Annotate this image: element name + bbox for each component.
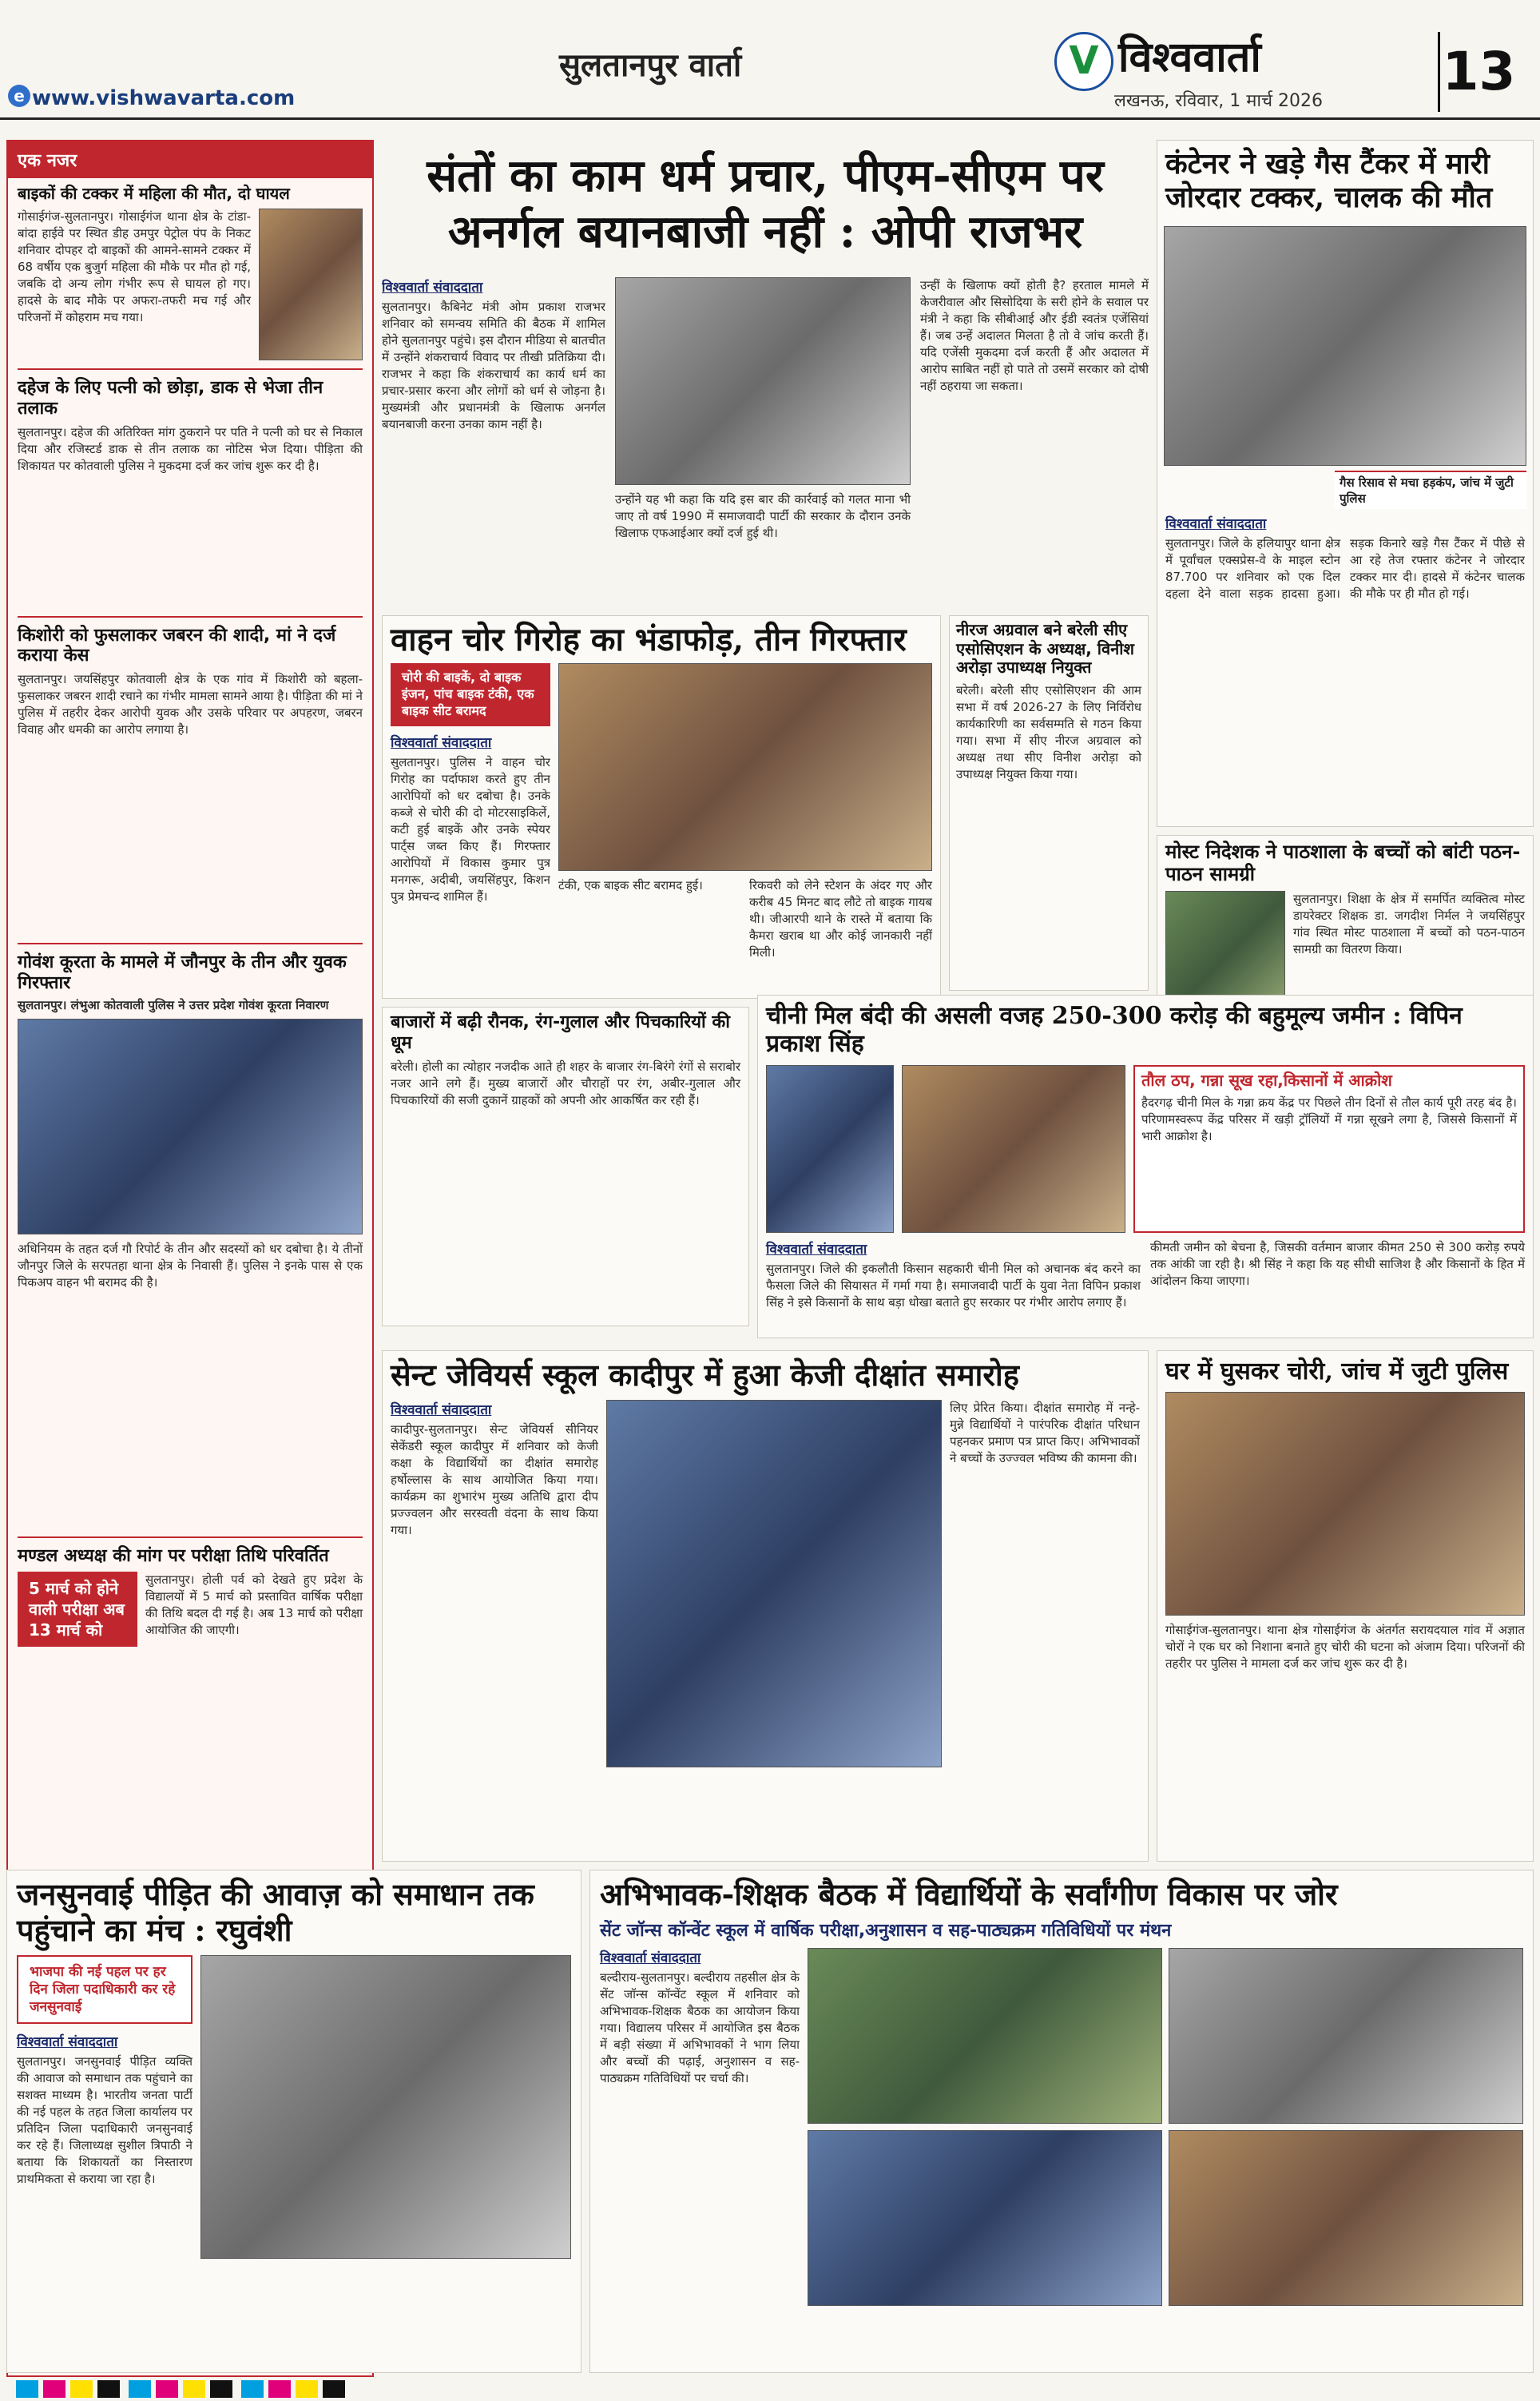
- ek-najar-tag: एक नजर: [18, 146, 77, 173]
- article-headline[interactable]: किशोरी को फुसलाकर जबरन की शादी, मां ने दर्ज कराया केस: [18, 625, 336, 666]
- public-hearing-photo: [200, 1955, 571, 2259]
- page-number: 13: [1438, 32, 1518, 112]
- article-headline[interactable]: जनसुनवाई पीड़ित की आवाज़ को समाधान तक पहुंचाने का मंच : रघुवंशी: [17, 1876, 534, 1948]
- meeting-photo-1: [808, 1948, 1162, 2124]
- convocation-ceremony-photo: [606, 1400, 942, 1767]
- brand-logo-icon: V: [1054, 32, 1113, 91]
- seized-bikes-photo: [558, 663, 932, 871]
- article-headline[interactable]: घर में घुसकर चोरी, जांच में जुटी पुलिस: [1165, 1358, 1509, 1385]
- public-hearing-story: [6, 1870, 581, 2373]
- article-headline[interactable]: वाहन चोर गिरोह का भंडाफोड़, तीन गिरफ्तार: [391, 621, 907, 658]
- dateline: लखनऊ, रविवार, 1 मार्च 2026: [1114, 91, 1324, 111]
- container-crash-story: [1157, 140, 1534, 827]
- article-headline[interactable]: नीरज अग्रवाल बने बरेली सीए एसोसिएशन के अध्यक्ष, विनीश अरोड़ा उपाध्यक्ष नियुक्त: [956, 620, 1134, 678]
- sidebar-headline[interactable]: तौल ठप, गन्ना सूख रहा,किसानों में आक्रोश: [1141, 1070, 1392, 1090]
- article-body: सुलतानपुर। शिक्षा के क्षेत्र में समर्पित व्यक्तित्व मोस्ट डायरेक्टर शिक्षक डा. जगदीश निर्मल ने जयसिंहपुर गांव स्थित मोस्ट पाठशाला में बच्चों को पठन-पाठन सामग्री का वितरण किया।: [1293, 891, 1525, 956]
- article-headline[interactable]: मण्डल अध्यक्ष की मांग पर परीक्षा तिथि परिवर्तित: [18, 1546, 329, 1567]
- article-body: गोसाईगंज-सुलतानपुर। थाना क्षेत्र गोसाईगंज के अंतर्गत सरायदयाल गांव में अज्ञात चोरों ने एक घर को निशाना बनाते हुए चोरी की घटना को अंजाम दिया। परिजनों की तहरीर पर पुलिस ने मामला दर्ज कर जांच शुरू कर दी है।: [1165, 1623, 1525, 1672]
- article-body: गोसाईगंज-सुलतानपुर। गोसाईगंज थाना क्षेत्र के टांडा-बांदा हाईवे पर स्थित डीह उमपुर पेट्रोल पंप के निकट शनिवार दोपहर दो बाइकों की आमने-सामने टक्कर में 68 वर्षीय एक बुजुर्ग महिला की मौके पर मौत हो गई, जबकि दो अन्य लोग गंभीर रूप से घायल हो गए। हादसे के बाद मौके पर अफरा-तफरी मच गई और परिजनों में कोहराम मच गया।: [18, 209, 251, 324]
- sugarcane-trolley-photo: [902, 1065, 1125, 1233]
- victim-photo: [259, 209, 363, 360]
- minister-meeting-photo: [615, 277, 911, 485]
- byline: विश्ववार्ता संवाददाता: [391, 1401, 492, 1418]
- article-body-continued: टंकी, एक बाइक सीट बरामद हुई।: [558, 878, 703, 893]
- article-headline[interactable]: बाइकों की टक्कर में महिला की मौत, दो घायल: [18, 184, 290, 203]
- politician-portrait: [766, 1065, 894, 1233]
- sidebar-body: हैदरगढ़ चीनी मिल के गन्ना क्रय केंद्र पर पिछले तीन दिनों से तौल कार्य पूरी तरह बंद है। परिणामस्वरूप केंद्र परिसर में खड़ी ट्रॉलियों में गन्ना सूखने लगा है, जिससे किसानों में भारी आक्रोश है।: [1141, 1095, 1517, 1144]
- sugar-mill-story: [757, 995, 1534, 1338]
- arrested-men-photo: [18, 1019, 363, 1234]
- article-body-continued: लिए प्रेरित किया। दीक्षांत समारोह में नन्हे-मुन्ने विद्यार्थियों ने पारंपरिक दीक्षांत परिधान पहनकर प्रमाण पत्र प्राप्त किए। अभिभावकों ने बच्चों के उज्ज्वल भविष्य की कामना की।: [950, 1400, 1140, 1465]
- ransacked-room-photo: [1165, 1392, 1525, 1616]
- article-body-continued: कीमती जमीन को बेचना है, जिसकी वर्तमान बाजार कीमत 250 से 300 करोड़ रुपये तक आंकी जा रही है। श्री सिंह ने कहा कि यह सीधी साजिश है और किसानों के हित में आंदोलन किया जाएगा।: [1150, 1239, 1525, 1288]
- byline: विश्ववार्ता संवाददाता: [17, 2033, 118, 2050]
- meeting-photo-4: [1169, 2130, 1523, 2306]
- article-body: सुलतानपुर। दहेज की अतिरिक्त मांग ठुकराने पर पति ने पत्नी को घर से निकाल दिया और रजिस्टर्ड डाक से तीन तलाक का नोटिस भेज दिया। पीड़िता की शिकायत पर कोतवाली पुलिस ने मुकदमा दर्ज कर जांच शुरू कर दी है।: [18, 424, 363, 473]
- ca-association-story: [949, 615, 1149, 991]
- initiative-highlight: भाजपा की नई पहल पर हर दिन जिला पदाधिकारी कर रहे जनसुनवाई: [17, 1955, 192, 2024]
- article-lead: सुलतानपुर। लंभुआ कोतवाली पुलिस ने उत्तर प्रदेश गोवंश कूरता निवारण: [18, 998, 329, 1013]
- browser-icon: e: [8, 85, 30, 107]
- brand-name: विश्ववार्ता: [1118, 33, 1261, 81]
- convocation-story: [382, 1350, 1149, 1862]
- lead-body-continued: उन्हीं के खिलाफ क्यों होती है? हरताल मामले में केजरीवाल और सिसोदिया के सरी होने के सवाल पर मंत्री ने कहा कि सीबीआई और ईडी स्वतंत्र एजेंसियां हैं। जब उन्हें अदालत मिलता है तो वे जांच करती हैं। यदि एजेंसी मुकदमा दर्ज करती हैं और अदालत में आरोप साबित नहीं हो पाते तो उसमें सरकार को दोषी नहीं ठहराया जा सकता।: [920, 278, 1149, 393]
- article-body: बरेली। होली का त्योहार नजदीक आते ही शहर के बाजार रंग-बिरंगे रंगों से सराबोर नजर आने लगे हैं। मुख्य बाजारों और चौराहों पर रंग, अबीर-गुलाल और पिचकारियों की सजी दुकानें ग्राहकों को अपनी ओर आकर्षित कर रही हैं।: [391, 1059, 740, 1107]
- article-body: बल्दीराय-सुलतानपुर। बल्दीराय तहसील क्षेत्र के सेंट जॉन्स कॉन्वेंट स्कूल में शनिवार को अभिभावक-शिक्षक बैठक का आयोजन किया गया। विद्यालय परिसर में आयोजित इस बैठक में बड़ी संख्या में अभिभावकों ने भाग लिया और बच्चों की पढ़ाई, अनुशासन व सह-पाठ्यक्रम गतिविधियों पर चर्चा की।: [600, 1970, 800, 2085]
- byline: विश्ववार्ता संवाददाता: [600, 1950, 701, 1966]
- article-body: सुलतानपुर। जिले की इकलौती किसान सहकारी चीनी मिल को अचानक बंद करने का फैसला जिले की सियासत में गर्मा गया है। समाजवादी पार्टी के युवा नेता विपिन प्रकाश सिंह ने इसे किसानों के साथ बड़ा धोखा बताते हुए सरकार पर गंभीर आरोप लगाए हैं।: [766, 1261, 1141, 1310]
- article-body-continued: रिकवरी को लेने स्टेशन के अंदर गए और करीब 45 मिनट बाद लौटे तो बाइक गायब थी। जीआरपी थाने के रास्ते में बताया कि कैमरा खराब था और कोई जानकारी नहीं मिली।: [749, 878, 932, 960]
- article-headline[interactable]: बाजारों में बढ़ी रौनक, रंग-गुलाल और पिचकारियों की धूम: [391, 1012, 730, 1053]
- sidebar-tag-bar: [8, 141, 372, 178]
- article-headline[interactable]: दहेज के लिए पत्नी को छोड़ा, डाक से भेजा तीन तलाक: [18, 377, 323, 419]
- lead-headline[interactable]: संतों का काम धर्म प्रचार, पीएम-सीएम पर अनर्गल बयानबाजी नहीं : ओपी राजभर: [427, 149, 1104, 258]
- article-headline[interactable]: अभिभावक-शिक्षक बैठक में विद्यार्थियों के सर्वांगीण विकास पर जोर: [600, 1876, 1338, 1912]
- photo-caption: गैस रिसाव से मचा हड़कंप, जांच में जुटी पुलिस: [1335, 471, 1526, 509]
- article-subheadline: सेंट जॉन्स कॉन्वेंट स्कूल में वार्षिक परीक्षा,अनुशासन व सह-पाठ्यक्रम गतिविधियों पर मंथन: [600, 1920, 1172, 1941]
- byline: विश्ववार्ता संवाददाता: [391, 734, 492, 751]
- lead-body-continued: उन्होंने यह भी कहा कि यदि इस बार की कार्रवाई को गलत माना भी जाए तो वर्ष 1990 में समाजवादी पार्टी की सरकार के दौरान उनके खिलाफ एफआईआर क्यों दर्ज हुई थी।: [615, 492, 911, 540]
- recovery-highlight: चोरी की बाइकें, दो बाइक इंजन, पांच बाइक टंकी, एक बाइक सीट बरामद: [391, 663, 550, 725]
- vehicle-theft-story: [382, 615, 941, 999]
- article-body: सुलतानपुर। होली पर्व को देखते हुए प्रदेश के विद्यालयों में 5 मार्च को प्रस्तावित वार्षिक परीक्षा की तिथि बदल दी गई है। अब 13 मार्च को परीक्षा आयोजित की जाएगी।: [145, 1572, 363, 1638]
- article-body: सुलतानपुर। जयसिंहपुर कोतवाली क्षेत्र के एक गांव में किशोरी को बहला-फुसलाकर जबरन शादी रचाने का गंभीर मामला सामने आया है। पीड़िता की मां ने पुलिस में तहरीर देकर आरोपी युवक और उसके परिवार पर अपहरण, जबरन विवाह और धमकी का आरोप लगाया है।: [18, 672, 363, 737]
- byline: विश्ववार्ता संवाददाता: [766, 1241, 867, 1258]
- article-body: बरेली। बरेली सीए एसोसिएशन की आम सभा में वर्ष 2026-27 के लिए निर्विरोध कार्यकारिणी का सर्वसम्मति से गठन किया गया। सभा में सीए नीरज अग्रवाल को अध्यक्ष तथा सीए विनीश अरोड़ा को उपाध्यक्ष नियुक्त किया गया।: [956, 682, 1141, 781]
- article-body: सुलतानपुर। पुलिस ने वाहन चोर गिरोह का पर्दाफाश करते हुए तीन आरोपियों को धर दबोचा है। उनके कब्जे से चोरी की दो मोटरसाइकिलें, कटी हुई बाइकें और उनके स्पेयर पार्ट्स जब्त किए हैं। गिरफ्तार आरोपियों में विकास कुमार पुत्र मनगरू, अदीबी, जयसिंहपुर, किशन पुत्र प्रेमचन्द शामिल हैं।: [391, 754, 550, 904]
- article-headline[interactable]: सेन्ट जेवियर्स स्कूल कादीपुर में हुआ केजी दीक्षांत समारोह: [391, 1357, 1019, 1393]
- print-color-bar: [0, 2377, 1540, 2401]
- holi-market-story: [382, 1007, 749, 1326]
- article-headline[interactable]: कंटेनर ने खड़े गैस टैंकर में मारी जोरदार टक्कर, चालक की मौत: [1165, 147, 1493, 215]
- masthead: [0, 0, 1540, 120]
- article-body: सुलतानपुर। जिले के हलियापुर थाना क्षेत्र में पूर्वांचल एक्सप्रेस-वे के माइल स्टोन 87.700 पर शनिवार को एक दिल दहला देने वाला सड़क हादसा हुआ। सड़क किनारे खड़े गैस टैंकर में पीछे से आ रहे तेज रफ्तार कंटेनर ने जोरदार टक्कर मार दी। हादसे में कंटेनर चालक की मौके पर ही मौत हो गई।: [1165, 535, 1525, 601]
- site-url-link[interactable]: www.vishwavarta.com: [32, 86, 296, 110]
- article-headline[interactable]: मोस्ट निदेशक ने पाठशाला के बच्चों को बांटी पठन-पाठन सामग्री: [1165, 841, 1521, 886]
- section-title: सुलतानपुर वार्ता: [559, 46, 742, 84]
- lead-story: [382, 140, 1149, 607]
- lead-body: सुलतानपुर। कैबिनेट मंत्री ओम प्रकाश राजभर शनिवार को समन्वय समिति की बैठक में शामिल होने सुलतानपुर पहुंचे। इस दौरान मीडिया से बातचीत में उन्होंने शंकराचार्य विवाद पर तीखी प्रतिक्रिया दी। राजभर ने कहा कि शंकराचार्य का कार्य धर्म का प्रचार-प्रसार करना और लोगों को धर्म से जोड़ना है। मुख्यमंत्री और प्रधानमंत्री के खिलाफ अनर्गल बयानबाजी करना उनका काम नहीं है।: [382, 300, 605, 431]
- article-body: अधिनियम के तहत दर्ज गौ रिपोर्ट के तीन और सदस्यों को धर दबोचा है। ये तीनों जौनपुर जिले के सरपतहा थाना क्षेत्र के निवासी हैं। पुलिस ने इनके पास से एक पिकअप वाहन भी बरामद की है।: [18, 1242, 363, 1290]
- crash-scene-photo: [1164, 226, 1526, 466]
- parent-teacher-meeting-story: [589, 1870, 1534, 2373]
- byline: विश्ववार्ता संवाददाता: [1165, 515, 1267, 532]
- exam-date-highlight: 5 मार्च को होने वाली परीक्षा अब 13 मार्च को: [18, 1572, 137, 1647]
- article-body: कादीपुर-सुलतानपुर। सेन्ट जेवियर्स सीनियर सेकेंडरी स्कूल कादीपुर में शनिवार को केजी कक्षा के विद्यार्थियों का दीक्षांत समारोह हर्षोल्लास के साथ आयोजित किया गया। कार्यक्रम का शुभारंभ मुख्य अतिथि द्वारा दीप प्रज्ज्वलन और सरस्वती वंदना के साथ किया गया।: [391, 1421, 598, 1537]
- article-headline[interactable]: गोवंश कूरता के मामले में जौनपुर के तीन और युवक गिरफ्तार: [18, 952, 347, 994]
- byline: विश्ववार्ता संवाददाता: [382, 280, 483, 296]
- house-theft-story: [1157, 1350, 1534, 1862]
- meeting-photo-3: [808, 2130, 1162, 2306]
- article-body: सुलतानपुर। जनसुनवाई पीड़ित व्यक्ति की आवाज को समाधान तक पहुंचाने का सशक्त माध्यम है। भारतीय जनता पार्टी की नई पहल के तहत जिला कार्यालय पर प्रतिदिन जिला पदाधिकारी जनसुनवाई कर रहे हैं। जिलाध्यक्ष सुशील त्रिपाठी ने बताया कि शिकायतों का निस्तारण प्राथमिकता से कराया जा रहा है।: [17, 2053, 192, 2186]
- meeting-photo-2: [1169, 1948, 1523, 2124]
- article-headline[interactable]: चीनी मिल बंदी की असली वजह 250-300 करोड़ की बहुमूल्य जमीन : विपिन प्रकाश सिंह: [766, 1002, 1463, 1059]
